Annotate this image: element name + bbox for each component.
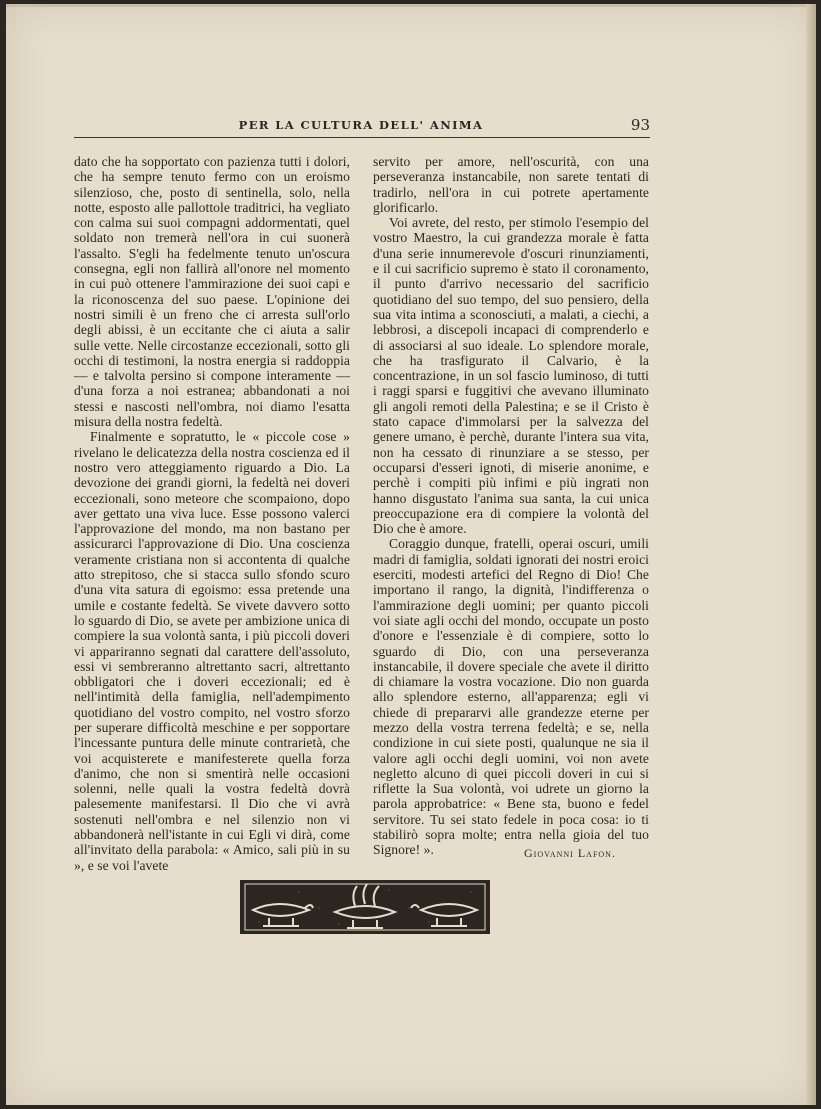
running-header — [74, 116, 648, 138]
paragraph: servito per amore, nell'oscurità, con una perseveranza instancabile, non sarete tentati di tradirlo, nell'ora in cui potrete apertamente glorificarlo. — [373, 154, 649, 215]
paragraph: Finalmente e sopratutto, le « piccole cose » rivelano le delicatezza della nostra coscienza ed il nostro vero atteggiamento riguardo a Dio. La devozione dei grandi giorni, la fedeltà nei doveri eccezionali, sono meteore che scompaiono, dopo aver gettato una viva luce. Esse possono valerci l'approvazione del mondo, ma non bastano per assicurarci l'approvazione di Dio. Una coscienza veramente cristiana non si accontenta di qualche atto strepitoso, che si stacca sullo sfondo scuro d'una vita satura di egoismo: essa pretende una umile e costante fedeltà. Se vivete davvero sotto lo sguardo di Dio, se avete per ambizione unica di compiere la sua volontà santa, i più piccoli doveri vi appariranno segnati dal carattere dell'assoluto, essi vi sembreranno altrettanto sacri, altrettanto obbligatori che i doveri eccezionali; ed è nell'intimità della famiglia, nell'adempimento quotidiano del vostro compito, nel vostro sforzo per superare difficoltà meschine e per sopportare l'incessante puntura delle minute contrarietà, che voi acquisterete e manifesterete quella forza d'animo, che non si smentirà nelle occasioni solenni, nelle quali la vostra fedeltà dovrà palesemente manifestarsi. Il Dio che vi avrà sostenuti nell'ombra e nel silenzio non vi abbandonerà nell'istante in cui Egli vi dirà, come all'invitato della parabola: « Amico, sali più in su », e se voi l'avete — [74, 429, 350, 873]
left-column — [74, 154, 350, 873]
book-page — [6, 4, 816, 1105]
header-rule — [74, 137, 650, 138]
page-number: 93 — [630, 116, 650, 134]
lamps-vignette-icon — [239, 878, 491, 936]
page-top-edge — [6, 4, 816, 7]
page-spine-shadow — [806, 4, 816, 1105]
paragraph: dato che ha sopportato con pazienza tutti i dolori, che ha sempre tenuto fermo con un eroismo silenzioso, che, posto di sentinella, solo, nella notte, esposto alle pallottole traditrici, ha vegliato con calma sui suoi compagni addormentati, quel soldato non tremerà nell'ora in cui suonerà l'assalto. S'egli ha fedelmente tenuto un'oscura consegna, egli non fallirà all'onore nel momento in cui può ottenere l'ammirazione dei suoi capi e la riconoscenza del suo paese. L'opinione dei nostri simili è un freno che ci arresta sull'orlo degli abissi, è un eccitante che ci aiuta a salir sulle vette. Nelle circostanze eccezionali, sotto gli occhi di testimoni, la nostra energia si raddoppia — e talvolta persino si compone interamente — d'una forza a noi estranea; abbandonati a noi stessi e nascosti nell'ombra, noi diamo l'esatta misura della nostra fedeltà. — [74, 154, 350, 430]
running-title: PER LA CULTURA DELL' ANIMA — [238, 118, 484, 132]
author-signature: Giovanni Lafon. — [524, 846, 616, 860]
right-column — [373, 154, 649, 858]
paragraph: Voi avrete, del resto, per stimolo l'esempio del vostro Maestro, la cui grandezza morale è fatta d'una serie innumerevole d'oscuri rinunziamenti, e il cui sacrificio supremo è stato il coronamento, il punto d'arrivo necessario del sacrificio quotidiano del suo tempo, del suo pensiero, della sua vita intima a sconosciuti, a malati, a ciechi, a lebbrosi, a discepoli incapaci di comprenderlo e di associarsi al suo ideale. Lo splendore morale, che ha trasfigurato il Calvario, è la concentrazione, in un sol fascio luminoso, di tutti i raggi sparsi e fuggitivi che avevano illuminato gli angoli remoti della Palestina; e se il Cristo è stato capace d'immolarsi per la salvezza del genere umano, è perchè, durante l'intera sua vita, non ha cessato di rinunziare a se stesso, per occuparsi d'esseri ignoti, di miserie anonime, e perchè i compiti più infimi e più ingrati non hanno disgustato l'anima sua santa, la cui unica preoccupazione era di compiere la volontà del Dio che è amore. — [373, 215, 649, 537]
paragraph: Coraggio dunque, fratelli, operai oscuri, umili madri di famiglia, soldati ignorati dei nostri eroici eserciti, modesti artefici del Regno di Dio! Che importano il rango, la dignità, l'indifferenza o l'ammirazione degli uomini; per quanto piccoli voi siate agli occhi del mondo, occupate un posto d'onore e l'essenziale è di compiere, sotto lo sguardo di Dio, con una perseveranza instancabile, il dovere speciale che avete il diritto di chiamare la vostra vocazione. Dio non guarda allo splendore esterno, all'apparenza; egli vi chiede di prepararvi alle grandezze eterne per mezzo della vostra terrena fedeltà; e se, nella condizione in cui siete posti, qualunque ne sia il valore agli occhi degli uomini, voi non avete negletto alcuno di quei piccoli doveri in cui si riflette la Sua volontà, voi udrete un giorno la parola approbatrice: « Bene sta, buono e fedel servitore. Tu sei stato fedele in poca cosa: io ti stabilirò sopra molte; entra nella gioia del tuo Signore! ». — [373, 536, 649, 858]
